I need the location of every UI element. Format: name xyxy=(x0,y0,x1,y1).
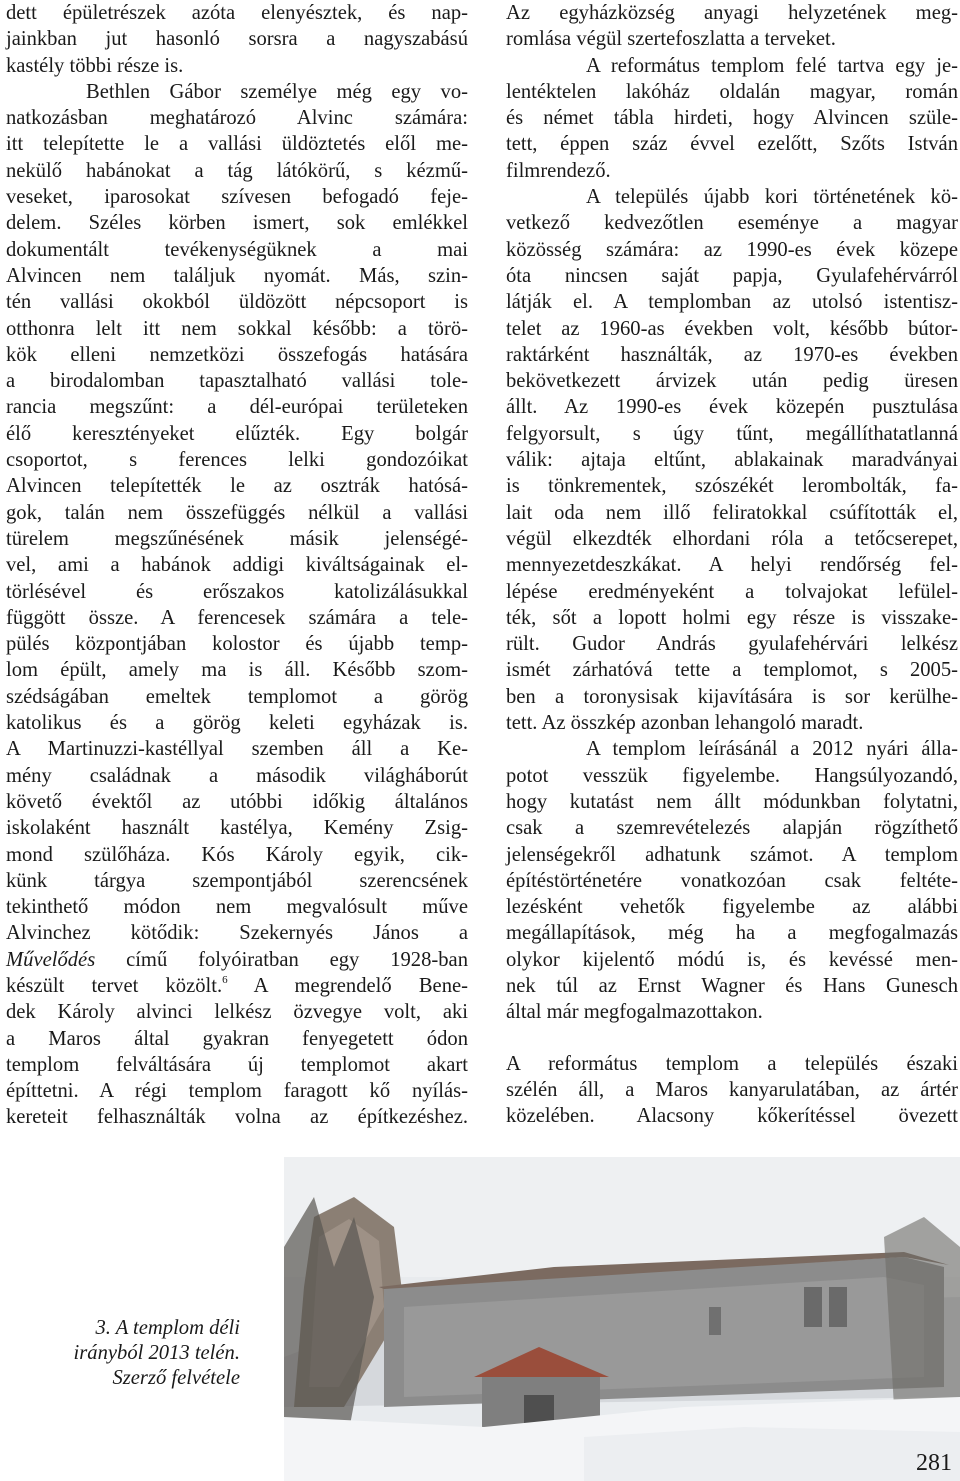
text-line: által már megfogalmazottakon. xyxy=(506,1001,763,1024)
church-photo-image xyxy=(284,1157,960,1481)
text-line: építéstörténetére vonatkozóan csak feltéte- xyxy=(506,869,958,892)
text-line: vel, ami a habánok addigi kiváltságainak el- xyxy=(6,554,468,577)
text-line: szédságában emeltek templomot a görög xyxy=(6,685,468,708)
text-line: és német tábla hirdeti, hogy Alvincen szüle- xyxy=(506,107,958,130)
text-line: építtetni. A régi templom faragott kő nyílás- xyxy=(6,1080,468,1103)
text-line: nek túl az Ernst Wagner és Hans Gunesch xyxy=(506,974,958,997)
text-line: veseket, iparosokat szívesen befogadó feje- xyxy=(6,186,468,209)
text-segment: készült tervet közölt. xyxy=(6,974,223,997)
text-line: iskolaként használt kastélya, Kemény Zsig- xyxy=(6,817,468,840)
text-line: közelében. Alacsony kőkerítéssel övezett xyxy=(506,1105,958,1128)
text-line: törlésével és erőszakos katolizálásukkal xyxy=(6,580,468,603)
caption-line-1: 3. A templom déli xyxy=(95,1317,240,1339)
text-line: itt telepítette le a vallási üldöztetés elől me- xyxy=(6,133,468,156)
text-line: élő keresztényeket elűzték. Egy bolgár xyxy=(6,422,468,445)
text-line: A templom leírásánál a 2012 nyári álla- xyxy=(586,738,958,761)
text-line: lépése eredményeként a tolvajokat lefülel- xyxy=(506,580,958,603)
text-line: csoportot, s ferences lelki gondozóikat xyxy=(6,449,468,472)
text-line: jainkban jut hasonló sorsra a nagyszabású xyxy=(6,28,468,51)
text-line: Alvinchez kötődik: Szekernyés János a xyxy=(6,922,468,945)
text-line: csak a szemrevételezés alapján rögzíthető xyxy=(506,817,958,840)
text-line: tén vallási okokból üldözött népcsoport is xyxy=(6,291,468,314)
text-line: a Maros által gyakran fenyegetett ódon xyxy=(6,1027,468,1050)
figure-caption xyxy=(0,1316,240,1391)
caption-line-2: irányból 2013 telén. xyxy=(73,1342,240,1364)
text-line: végül elkezdték elhordani róla a tetőcserepet, xyxy=(506,527,958,550)
text-line: felgyorsult, s úgy tűnt, megállíthatatlanná xyxy=(506,422,958,445)
left-text-column xyxy=(6,0,468,1131)
text-line: A Martinuzzi-kastéllyal szemben áll a Ke- xyxy=(6,738,468,761)
text-line: romlása végül szertefoszlatta a terveket. xyxy=(506,28,836,51)
text-line: potot vesszük figyelembe. Hangsúlyozandó, xyxy=(506,764,958,787)
text-line: lom épült, amely ma is áll. Később szom- xyxy=(6,659,468,682)
text-line: templom felváltására új templomot akart xyxy=(6,1053,468,1076)
text-line: hogy kutatást nem állt módunkban folytatni, xyxy=(506,790,958,813)
text-line: lentéktelen lakóház oldalán magyar, román xyxy=(506,80,958,103)
text-line: A református templom a település északi xyxy=(506,1052,958,1075)
text-line: rült. Gudor András gyulafehérvári lelkész xyxy=(506,633,958,656)
text-line: kereteit felhasználták volna az építkezéshez. xyxy=(6,1106,468,1129)
text-line: kök elleni nemzetközi összefogás hatására xyxy=(6,343,468,366)
text-line: követő évektől az utóbbi időkig általános xyxy=(6,790,468,813)
text-line: dek Károly alvinci lelkész özvegye volt, aki xyxy=(6,1001,468,1024)
text-line: vetkező kedvezőtlen eseménye a magyar xyxy=(506,212,958,235)
text-line: közösség számára: az 1990-es évek közepe xyxy=(506,238,958,261)
text-line: lezésként vehetők figyelembe az alábbi xyxy=(506,896,958,919)
text-line: telet az 1960-as években volt, később bútor- xyxy=(506,317,958,340)
text-segment: A megrendelő Bene- xyxy=(227,974,468,997)
text-line: Alvincen telepítették le az osztrák hatósá- xyxy=(6,475,468,498)
text-line: jelenségekről adhatunk számot. A templom xyxy=(506,843,958,866)
text-line: mennyezetdeszkákat. A helyi rendőrség fel- xyxy=(506,554,958,577)
text-line: a birodalomban tapasztalható vallási tole- xyxy=(6,370,468,393)
text-line xyxy=(6,947,468,973)
text-line: megállapítások, még ha a megfogalmazás xyxy=(506,922,958,945)
text-line: tekinthető módon nem megvalósult műve xyxy=(6,896,468,919)
footnote-marker: 6 xyxy=(222,973,228,986)
text-line: gok, talán nem összefüggés nélkül a vallási xyxy=(6,501,468,524)
text-line: mond szülőháza. Kós Károly egyik, cik- xyxy=(6,843,468,866)
text-line: ismét zárhatóvá tette a templomot, s 2005- xyxy=(506,659,958,682)
text-line: állt. Az 1990-es évek közepén pusztulása xyxy=(506,396,958,419)
paragraph-gap xyxy=(506,1026,958,1051)
text-line: Bethlen Gábor személye még egy vo- xyxy=(86,80,468,103)
text-line: válik: ajtaja eltűnt, ablakainak maradványai xyxy=(506,449,958,472)
text-line: kastély többi része is. xyxy=(6,54,184,77)
text-line: türelem megszűnésének másik jelenségé- xyxy=(6,527,468,550)
text-line: raktárként használták, az 1970-es években xyxy=(506,343,958,366)
text-line: dett épületrészek azóta elenyésztek, és nap- xyxy=(6,2,468,24)
text-line: függött össze. A ferencesek számára a tele- xyxy=(6,606,468,629)
text-line: nekülő habánokat a tág látókörű, s kézmű- xyxy=(6,159,468,182)
text-line: szélén áll, a Maros kanyarulatában, az ártér xyxy=(506,1078,958,1101)
journal-title: Művelődés xyxy=(6,948,96,971)
text-line: olykor kijelentő módú is, és kevéssé men- xyxy=(506,948,958,971)
text-line: Az egyházközség anyagi helyzetének meg- xyxy=(506,2,958,24)
church-photo xyxy=(284,1157,960,1481)
text-line: bekövetkezett árvizek után pedig üresen xyxy=(506,370,958,393)
text-line: A református templom felé tartva egy je- xyxy=(586,54,958,77)
text-line: tett, éppen száz évvel ezelőtt, Szőts István xyxy=(506,133,958,156)
text-line: delem. Széles körben ismert, sok emlékkel xyxy=(6,212,468,235)
text-line: mény családnak a második világháborút xyxy=(6,764,468,787)
text-line: natkozásban meghatározó Alvinc számára: xyxy=(6,107,468,130)
text-line: tett. Az összkép azonban lehangoló maradt. xyxy=(506,712,864,735)
text-line: ték, sőt a lopott holmi egy része is visszake- xyxy=(506,606,958,629)
text-line: pülés központjában kolostor és újabb temp- xyxy=(6,633,468,656)
text-line: óta nincsen saját papja, Gyulafehérvárról xyxy=(506,264,958,287)
text-line: künk tárgya szempontjából szerencsének xyxy=(6,869,468,892)
text-segment: című folyóiratban egy 1928-ban xyxy=(95,948,468,971)
text-line: is tönkrementek, szószékét lerombolták, fa- xyxy=(506,475,958,498)
text-line: lait oda nem illő feliratokkal csúfították el, xyxy=(506,501,958,524)
page-number: 281 xyxy=(916,1450,952,1476)
text-line: katolikus és a görög keleti egyházak is. xyxy=(6,712,468,735)
text-line: Alvincen nem találjuk nyomát. Más, szin- xyxy=(6,264,468,287)
text-line: rancia megszűnt: a dél-európai területeken xyxy=(6,396,468,419)
text-line: látják el. A templomban az utolsó istentisz- xyxy=(506,291,958,314)
text-line: A település újabb kori történetének kö- xyxy=(586,186,958,209)
text-line: filmrendező. xyxy=(506,159,611,182)
caption-line-3: Szerző felvétele xyxy=(112,1367,240,1389)
text-line: ben a toronysisak kijavítására is sor kerülhe- xyxy=(506,685,958,708)
text-line: otthonra lelt itt nem sokkal később: a törö- xyxy=(6,317,468,340)
text-line xyxy=(6,973,468,999)
right-text-column xyxy=(506,0,958,1129)
text-line: dokumentált tevékenységüknek a mai xyxy=(6,238,468,261)
